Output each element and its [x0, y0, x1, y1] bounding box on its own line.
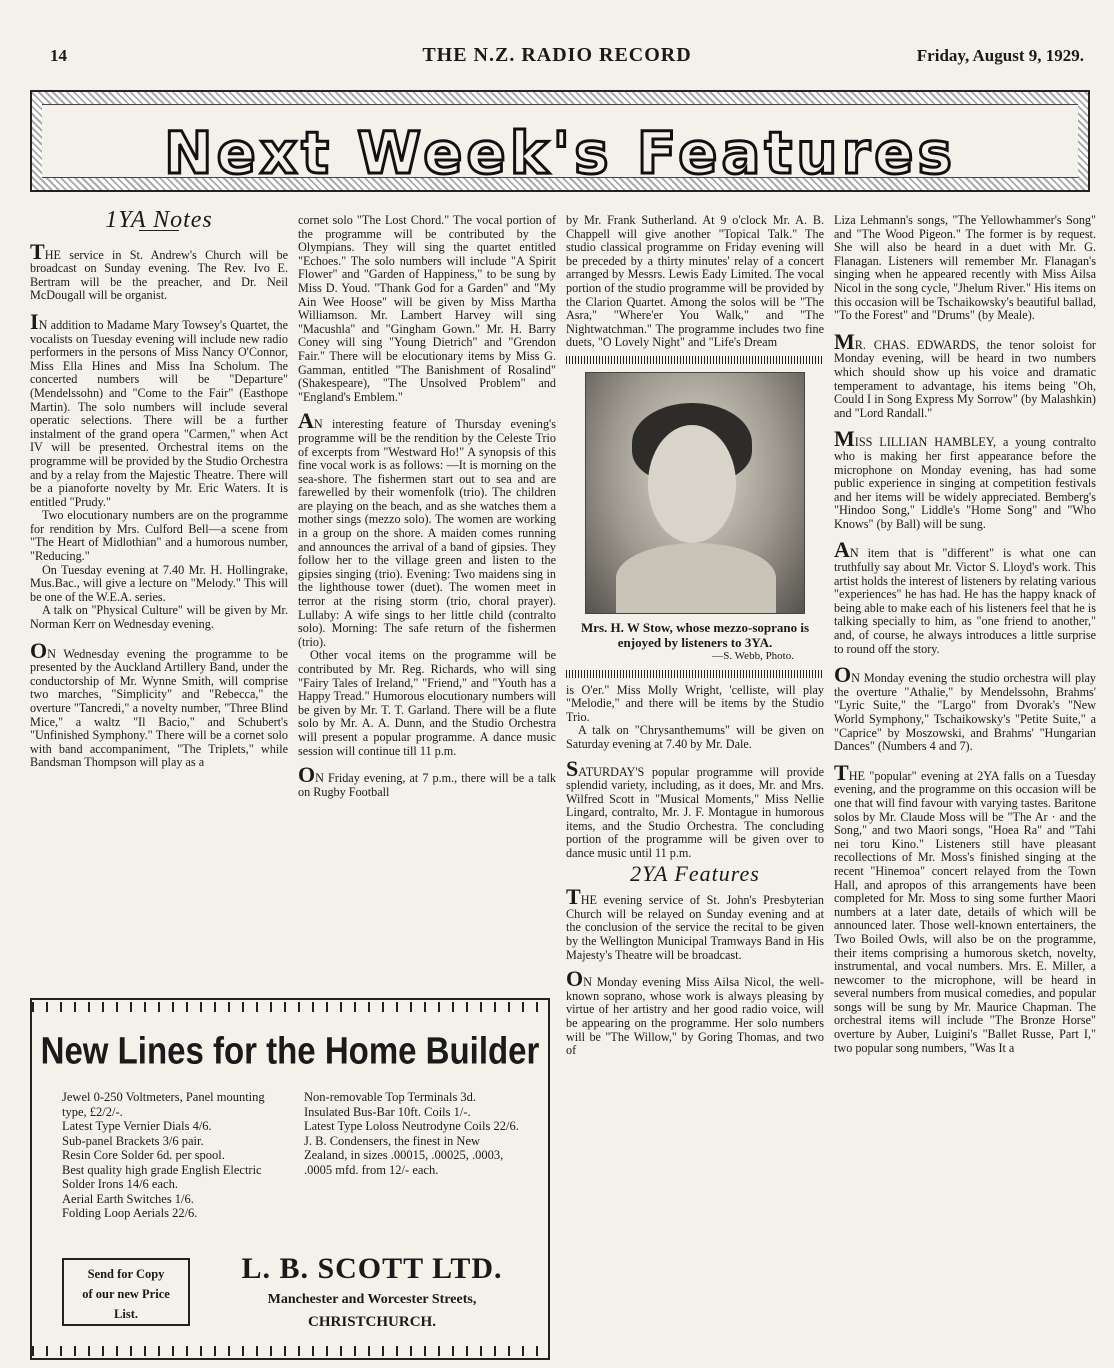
ad-headline: New Lines for the Home Builder [40, 1029, 540, 1072]
article-paragraph: THE service in St. Andrew's Church will be broadcast on Sunday evening. The Rev. Ivo E. Bertram will be the preacher, and Dr. Neil McDougall will be organist. [30, 238, 288, 303]
banner-title: Next Week's Features [163, 119, 957, 187]
article-paragraph: Other vocal items on the programme will be contributed by Mr. Reg. Richards, who will sing "Fairy Tales of Ireland," "Friend," and "Youth has a Happy Tread." Humorous elocutionary numbers will be given by Mr. T. T. Garland. There will be a flute solo by Mr. A. A. Dunn, and the Studio Orchestra will present a popular programme. A dance music session will continue till 11 p.m. [298, 648, 556, 758]
section-heading-2ya: 2YA Features [630, 860, 760, 886]
article-paragraph: Two elocutionary numbers are on the programme for rendition by Mrs. Culford Bell—a scene from "The Heart of Midlothian" and a humorous number, "Reducing." [30, 508, 288, 564]
page-number: 14 [50, 46, 67, 65]
section-heading-1ya: 1YA Notes [105, 207, 213, 233]
price-list-line: of our new Price [82, 1287, 170, 1301]
photo-credit: —S. Webb, Photo. [712, 649, 794, 662]
column-2 [298, 214, 556, 799]
advertisement-box [30, 998, 550, 1360]
article-paragraph: A talk on "Chrysanthemums" will be given on Saturday evening at 7.40 by Mr. Dale. [566, 723, 824, 751]
article-paragraph: MISS LILLIAN HAMBLEY, a young contralto who is making her first appearance before the microphone on Monday evening, has had some public experience in singing at competition festivals and her items will be widely appreciated. Bemberg's "Hindoo Song," Liddle's "Home Song" and "Who Knows" (by Ball) will be sung. [834, 426, 1096, 531]
article-paragraph: is O'er." Miss Molly Wright, 'celliste, will play "Melodie," and there will be items by the Studio Trio. [566, 682, 824, 724]
ad-item: Insulated Bus-Bar 10ft. Coils 1/-. [304, 1104, 471, 1119]
divider [566, 670, 824, 678]
company-block [222, 1252, 522, 1331]
article-paragraph: IN addition to Madame Mary Towsey's Quartet, the vocalists on Tuesday evening will include new radio performers in the persons of Miss Nancy O'Connor, Miss Ella Hines and Miss Ina Scholum. The concerted numbers will be "Departure" (Mendelssohn) and "Come to the Fair" (Easthope Martin). The solo numbers will include several operatic selections. There will be a further instalment of the grand opera "Carmen," when Act IV will be presented. Orchestral items on the programme will be provided by the Studio Orchestra and by a relay from the Majestic Theatre. There will be a pianoforte novelty by Mr. Eric Waters. It is entitled "Prudy." [30, 308, 288, 509]
ad-item: Folding Loop Aerials 22/6. [62, 1206, 198, 1220]
price-list-box [62, 1258, 190, 1326]
price-list-line: Send for Copy [87, 1267, 165, 1281]
article-paragraph: AN interesting feature of Thursday evening's programme will be the rendition by the Celeste Trio of excerpts from "Westward Ho!" A synopsis of this fine vocal work is as follows: —It is morning on the sea-shore. The fishermen start out to sea and are farewelled by their womenfolk (trio). The children are playing on the beach, and as she watches them a mother sings (mezzo solo). The women are working in a group on the shore. A maiden comes running and announces the arrival of a band of gipsies. They follow her to the village green and listen to the gipsies singing (trio). Evening: Two maidens sing in the lighthouse tower (duet). The women meet in terror at the rising storm (trio, choral prayer). Lullaby: A wife sings to her little child (contralto solo). Morning: The safe return of the fishermen (trio). [298, 408, 556, 649]
article-paragraph: THE evening service of St. John's Presbyterian Church will be relayed on Sunday evening and at the conclusion of the service the recital to be given by the Wellington Municipal Tramways Band in His Majesty's Theatre will be broadcast. [566, 884, 824, 962]
column-1ya [30, 207, 288, 770]
features-banner [30, 90, 1090, 192]
column-3 [566, 214, 824, 1058]
portrait-photo [585, 372, 805, 614]
ad-item-list-right [304, 1090, 524, 1177]
ad-item: Latest Type Loloss Neutrodyne Coils 22/6. [304, 1119, 519, 1133]
article-paragraph: ON Monday evening the studio orchestra will play the overture "Athalie," by Mendelssohn, Brahms' "Lyric Suite," the "Largo" from Dvorak's "New World Symphony," Tschaikowsky's "Petite Suite," a "Caprice" by Moszowski, and Brahms' "Hungarian Dances" (Numbers 4 and 7). [834, 662, 1096, 754]
issue-date: Friday, August 9, 1929. [916, 46, 1084, 65]
article-paragraph: THE "popular" evening at 2YA falls on a Tuesday evening, and the programme on this occasion will be one that will find favour with varying tastes. Baritone solos by Mr. Claude Moss will be "The Ar · and the Song," and two Maori songs, "Hoea Ra" and "Tahi nei toru Kino." Listeners still have pleasant recollections of Mr. Moss's finished singing at the recent "Hinemoa" concert relayed from the Town Hall, and apropos of this arrangements have been completed for Mr. Moss to sing some further Maori numbers at a later date, details of which will be announced later. Those well-known entertainers, the Two Boiled Owls, will also be on the programme, their items comprising a humorous sketch, novelty, instrumental, and vocal numbers. Mrs. E. Miller, a newcomer to the microphone, will be heard in several numbers from musical comedies, and popular songs will be sung by Mr. Maurice Chapman. The orchestral items will include "The Bronze Horse" overture by Auber, Luigini's "Ballet Russe, Part I," two popular song numbers, "Was It a [834, 759, 1096, 1055]
article-paragraph: ON Friday evening, at 7 p.m., there will be a talk on Rugby Football [298, 762, 556, 799]
ad-item: Non-removable Top Terminals 3d. [304, 1090, 477, 1104]
photo-caption: Mrs. H. W Stow, whose mezzo-soprano is enjoyed by listeners to 3YA. [580, 619, 810, 650]
article-paragraph: ON Monday evening Miss Ailsa Nicol, the well-known soprano, whose work is always pleasing by virtue of her artistry and her good radio voice, will be appearing on the programme. Her solo numbers will be "The Willow," by Goring Thomas, and two of [566, 966, 824, 1058]
ad-item: Latest Type Vernier Dials 4/6. [62, 1119, 212, 1133]
ad-item: J. B. Condensers, the finest in New Zealand, in sizes .00015, .00025, .0003, .0005 mfd. from 12/- each. [304, 1133, 504, 1177]
divider [566, 356, 824, 364]
article-paragraph: cornet solo "The Lost Chord." The vocal portion of the programme will be contributed by the Olympians. They will sing the quartet entitled "Echoes." The solo numbers will include "A Spirit Flower" and "Garden of Happiness," to be sung by Miss D. Youd. "Thank God for a Garden" and "My Ain Wee Hoose" will be given by Miss Martha Williamson. Mr. Lambert Harvey will sing "Macushla" and "Gingham Gown." Mr. H. Barry Coney will sing "Young Dietrich" and "Grendon Fair." There will be elocutionary items by Miss G. Gamman, entitled "The Banishment of Rosalind" (Shakespeare), "The Unsolved Problem" and "England's Emblem." [298, 213, 556, 404]
ad-item: Sub-panel Brackets 3/6 pair. [62, 1133, 204, 1148]
ad-item-list-left [62, 1090, 288, 1221]
company-address: Manchester and Worcester Streets, [267, 1292, 477, 1307]
article-paragraph: Liza Lehmann's songs, "The Yellowhammer's Song" and "The Wood Pigeon." The former is by request. She will also be heard in a duet with Mr. G. Flanagan. Listeners will remember Mr. Flanagan's singing when he appeared recently with Miss Ailsa Nicol in the song cycle, "Jhelum River." His items on this occasion will be Tschaikowsky's beautiful ballad, "To the Forest" and "Drums" (by Meale). [834, 213, 1096, 323]
article-paragraph: MR. CHAS. EDWARDS, the tenor soloist for Monday evening, will be heard in two numbers which should show up his voice and dramatic temperament to advantage, his items being "Oh, Could I in Song Express My Sorrow" (by Malashkin) and "Lord Randall." [834, 328, 1096, 420]
price-list-line: List. [114, 1307, 138, 1321]
chain-border [32, 1346, 548, 1356]
ad-item: Jewel 0-250 Voltmeters, Panel mounting type, £2/2/-. [62, 1090, 265, 1119]
article-paragraph: A talk on "Physical Culture" will be given by Mr. Norman Kerr on Wednesday evening. [30, 603, 288, 632]
chain-border [32, 1002, 548, 1012]
ad-item: Best quality high grade English Electric Solder Irons 14/6 each. [62, 1162, 262, 1191]
ad-item: Resin Core Solder 6d. per spool. [62, 1148, 225, 1162]
article-paragraph: On Tuesday evening at 7.40 Mr. H. Hollingrake, Mus.Bac., will give a lecture on "Melody." This will be one of the W.E.A. series. [30, 562, 288, 604]
page-header [30, 42, 1084, 72]
article-paragraph: SATURDAY'S popular programme will provide splendid variety, including, as it does, Mr. and Mrs. Wilfred Scott in "Musical Moments," Miss Nellie Lingard, contralto, Mr. J. F. Montague in humorous items, and the Studio Orchestra. The concluding portion of the programme will be given over to dance music until 11 p.m. [566, 755, 824, 861]
masthead: THE N.Z. RADIO RECORD [422, 44, 692, 66]
article-paragraph: ON Wednesday evening the programme to be presented by the Auckland Artillery Band, under the conductorship of Mr. Wynne Smith, will comprise two marches, "Simplicity" and "Rebecca," the overture "Tancredi," a novelty number, "Three Blind Mice," a waltz "Il Bacio," and Schubert's "Unfinished Symphony." There will be a cornet solo with band accompaniment, "The Triplets," while Bandsman Thompson will play as a [30, 637, 288, 770]
ad-item: Aerial Earth Switches 1/6. [62, 1191, 194, 1206]
column-4 [834, 214, 1096, 1055]
company-city: CHRISTCHURCH. [308, 1314, 436, 1330]
article-paragraph: AN item that is "different" is what one can truthfully say about Mr. Victor S. Lloyd's work. This artist holds the interest of listeners by relating various "experiences" he has had. He has the happy knack of being able to make each of his listeners feel that he is talking specially to him, as "one friend to another," and, of course, he always introduces a little surprise to round off the story. [834, 537, 1096, 656]
article-paragraph: by Mr. Frank Sutherland. At 9 o'clock Mr. A. B. Chappell will give another "Topical Talk." The studio classical programme on Friday evening will be preceded by a thirty minutes' relay of a concert arranged by Messrs. Lewis Eady Limited. The vocal portion of the studio programme will be provided by the Clarion Quartet. Among the solos will be "The Asra," "Where'er You Walk," and "The Nightwatchman." The programme includes two fine duets, "O Lovely Night" and "Life's Dream [566, 213, 824, 350]
company-name: L. B. SCOTT LTD. [241, 1252, 503, 1285]
